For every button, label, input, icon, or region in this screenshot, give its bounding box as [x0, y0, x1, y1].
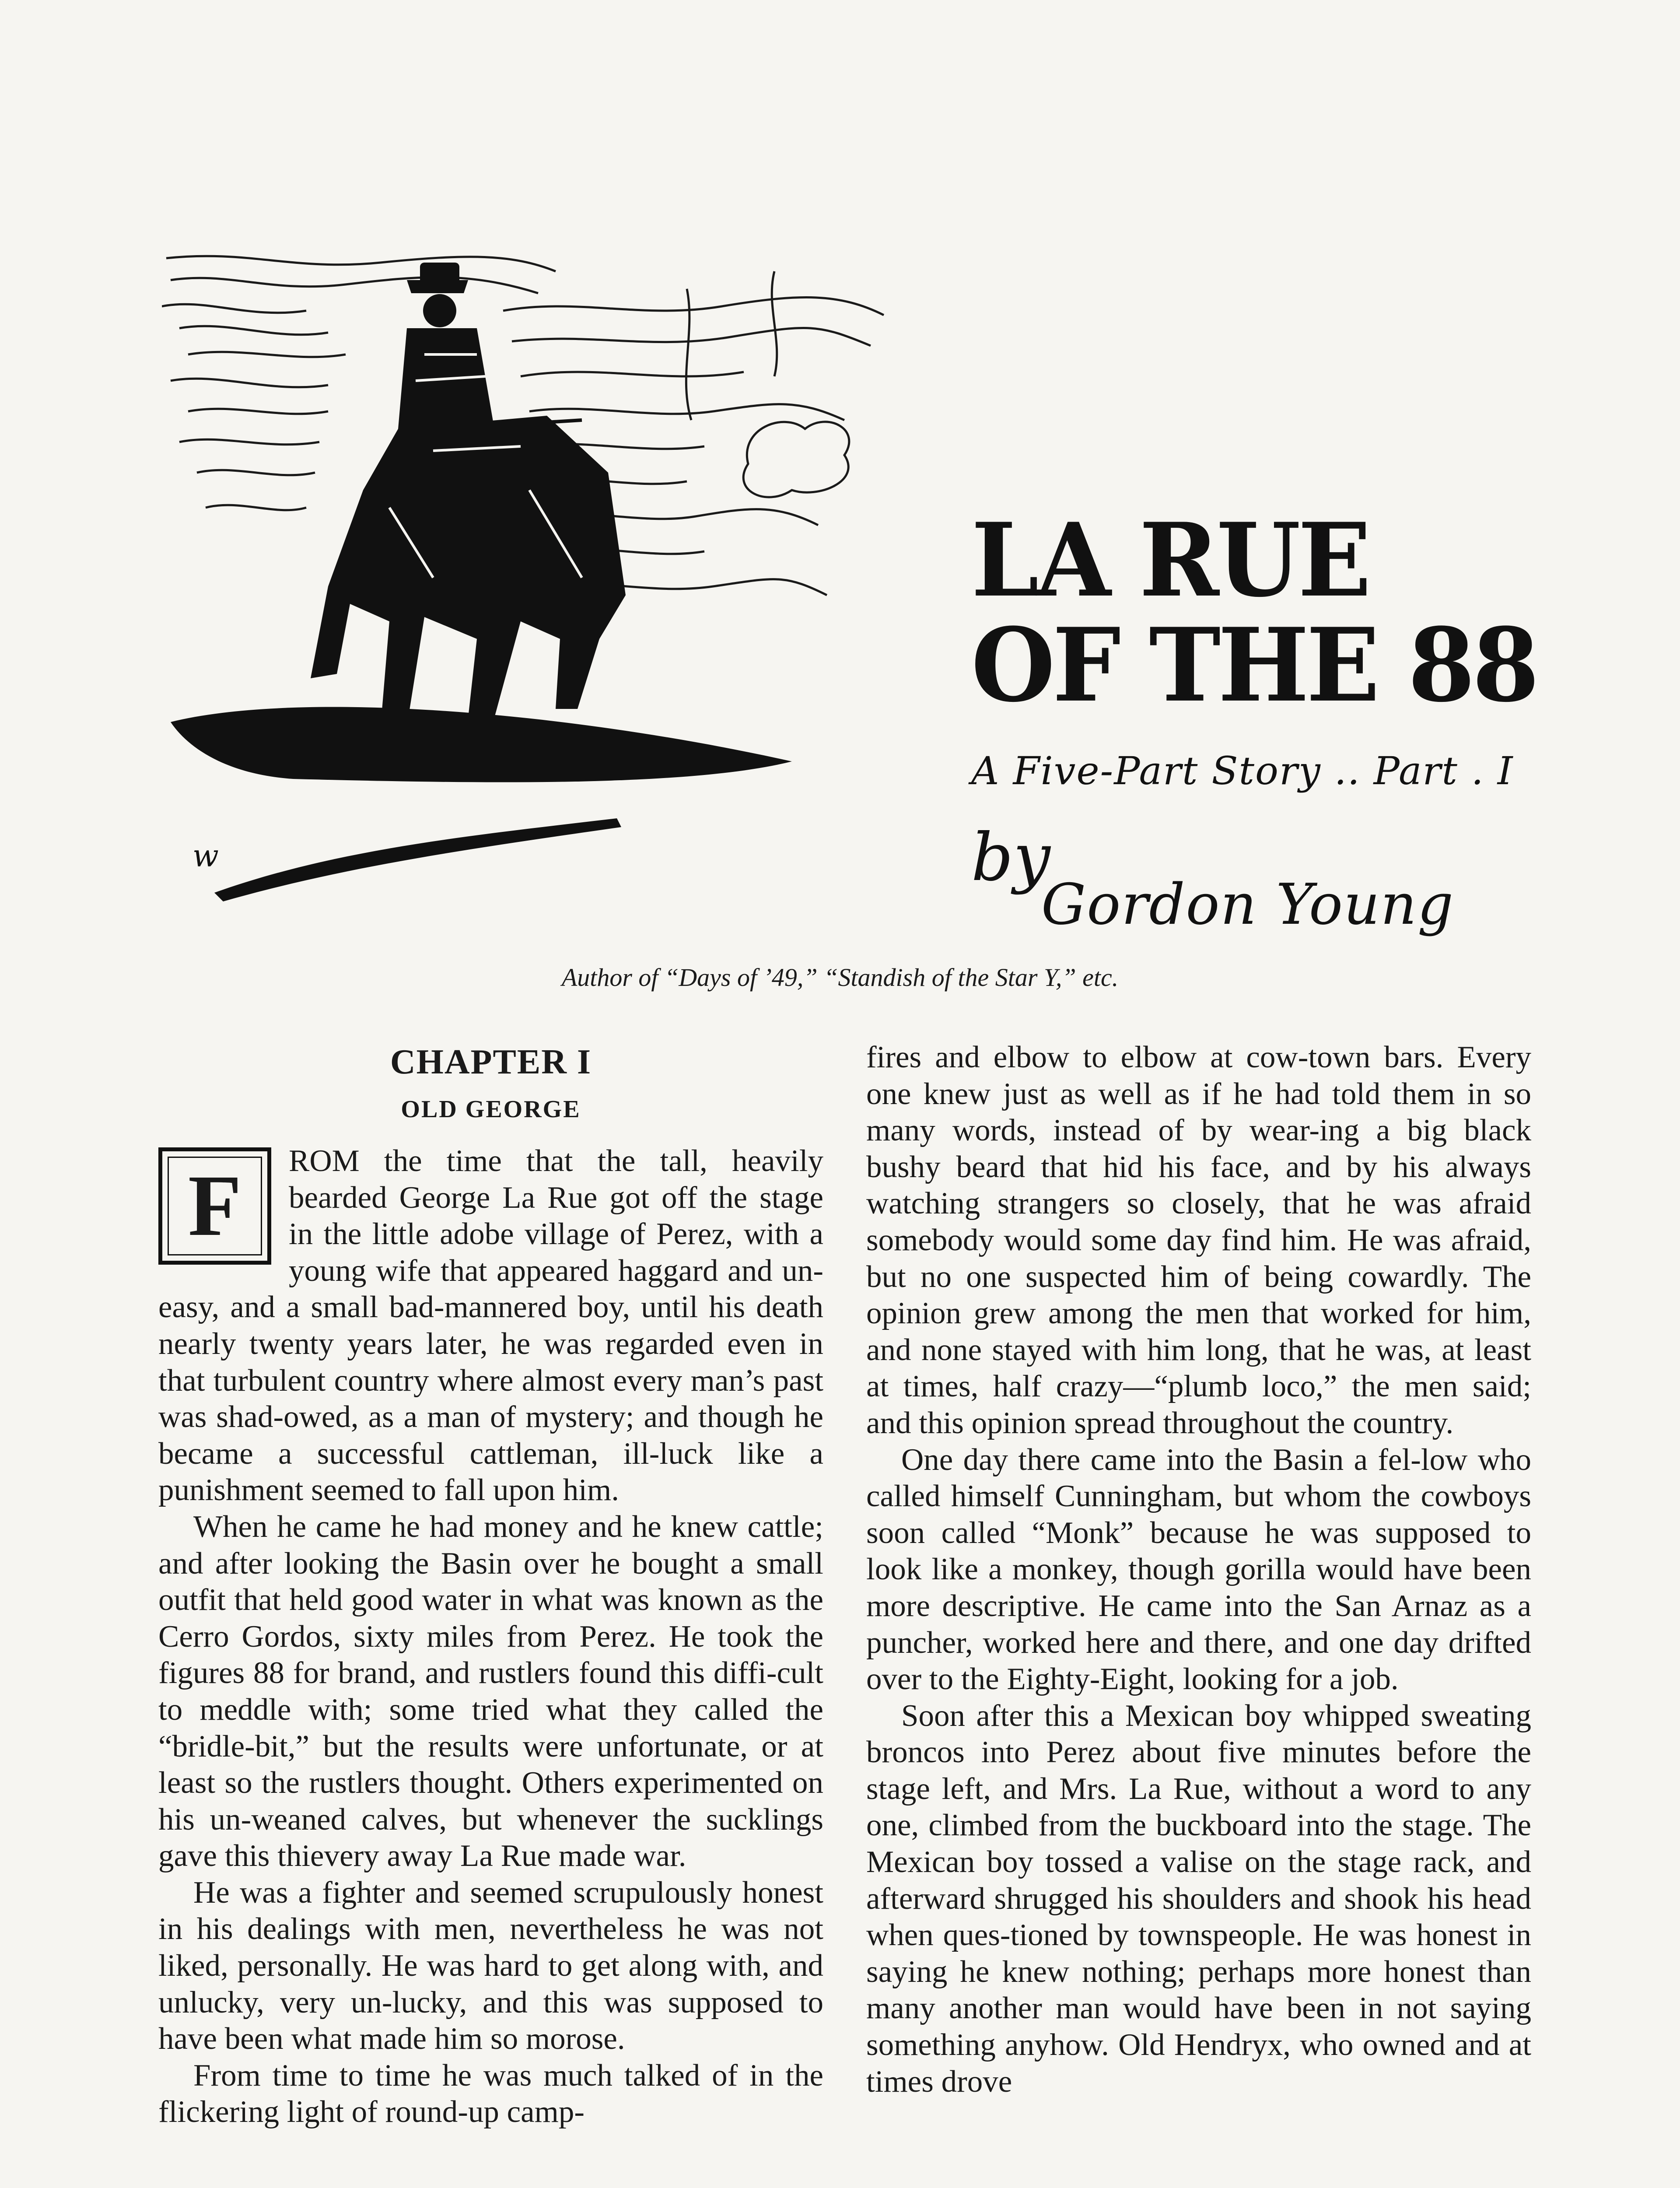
drop-cap — [158, 1147, 271, 1265]
paragraph: From time to time he was much talked of in the flickering light of round-up camp- — [158, 2058, 823, 2129]
by-word: by — [971, 820, 1050, 896]
cowboy-illustration — [162, 245, 892, 919]
drop-cap-letter: F — [188, 1157, 242, 1254]
paragraph: He was a fighter and seemed scrupulously honest in his dealings with men, nevertheless he was not liked, personally. He was hard to get along with, and unlucky, very un-lucky, and this was supposed to have been what made him so morose. — [158, 1875, 823, 2056]
author-name: Gordon Young — [1041, 872, 1454, 937]
paragraph: fires and elbow to elbow at cow-town bars. Every one knew just as well as if he had told them in so many words, instead of by wear-ing a big black bushy beard that hid his face, and by his always watching strangers so closely, that he was afraid somebody would some day find him. He was afraid, but no one suspected him of being cowardly. The opinion grew among the men that worked for him, and none stayed with him long, that he was, at least at times, half crazy—“plumb loco,” the men said; and this opinion spread throughout the country. — [866, 1040, 1531, 1440]
paragraph: When he came he had money and he knew cattle; and after looking the Basin over he bought a small outfit that held good water in what was known as the Cerro Gordos, sixty miles from Perez. He took the figures 88 for brand, and rustlers found this diffi-cult to meddle with; some tried what they called the “bridle-bit,” but the results were unfortunate, or at least so the rustlers thought. Others experimented on his un-weaned calves, but whenever the sucklings gave this thievery away La Rue made war. — [158, 1509, 823, 1873]
svg-text:w: w — [192, 838, 219, 874]
chapter-heading: CHAPTER I — [390, 1043, 592, 1081]
text-column-right — [866, 1039, 1531, 2100]
author-credits: Author of “Days of ’49,” “Standish of the Star Y,” etc. — [561, 963, 1119, 992]
paragraph: One day there came into the Basin a fel-low who called himself Cunningham, but whom the cowboys soon called “Monk” because he was supposed to look like a monkey, though gorilla would have been more descriptive. He came into the San Arnaz as a puncher, worked here and there, and one day drifted over to the Eighty-Eight, looking for a job. — [866, 1442, 1531, 1697]
byline — [971, 820, 1575, 951]
chapter-subheading: OLD GEORGE — [401, 1096, 581, 1123]
paragraph: ROM the time that the tall, heavily bearded George La Rue got off the stage in the little adobe village of Perez, with a young wife that appeared haggard and un-easy, and a small bad-mannered boy, until his death nearly twenty years later, he was regarded even in that turbulent country where almost every man’s past was shad-owed, as a man of mystery; and though he became a successful cattleman, ill-luck like a punishment seemed to fall upon him. — [158, 1144, 823, 1508]
story-title-line-1: LA RUE — [971, 500, 1369, 620]
story-title-line-2: OF THE 88 — [971, 605, 1537, 725]
text-column-left — [158, 1039, 823, 2131]
cowboy-on-horse-drawing — [162, 245, 892, 919]
paragraph: Soon after this a Mexican boy whipped sweating broncos into Perez about five minutes before the stage left, and Mrs. La Rue, without a word to any one, climbed from the buckboard into the stage. The Mexican boy tossed a valise on the stage rack, and afterward shrugged his shoulders and shook his head when ques-tioned by townspeople. He was honest in saying he knew nothing; perhaps more honest than many another man would have been in not saying something anyhow. Old Hendryx, who owned and at times drove — [866, 1698, 1531, 2099]
story-title-block — [971, 500, 1575, 951]
story-subtitle: A Five-Part Story .. Part . I — [971, 748, 1514, 793]
